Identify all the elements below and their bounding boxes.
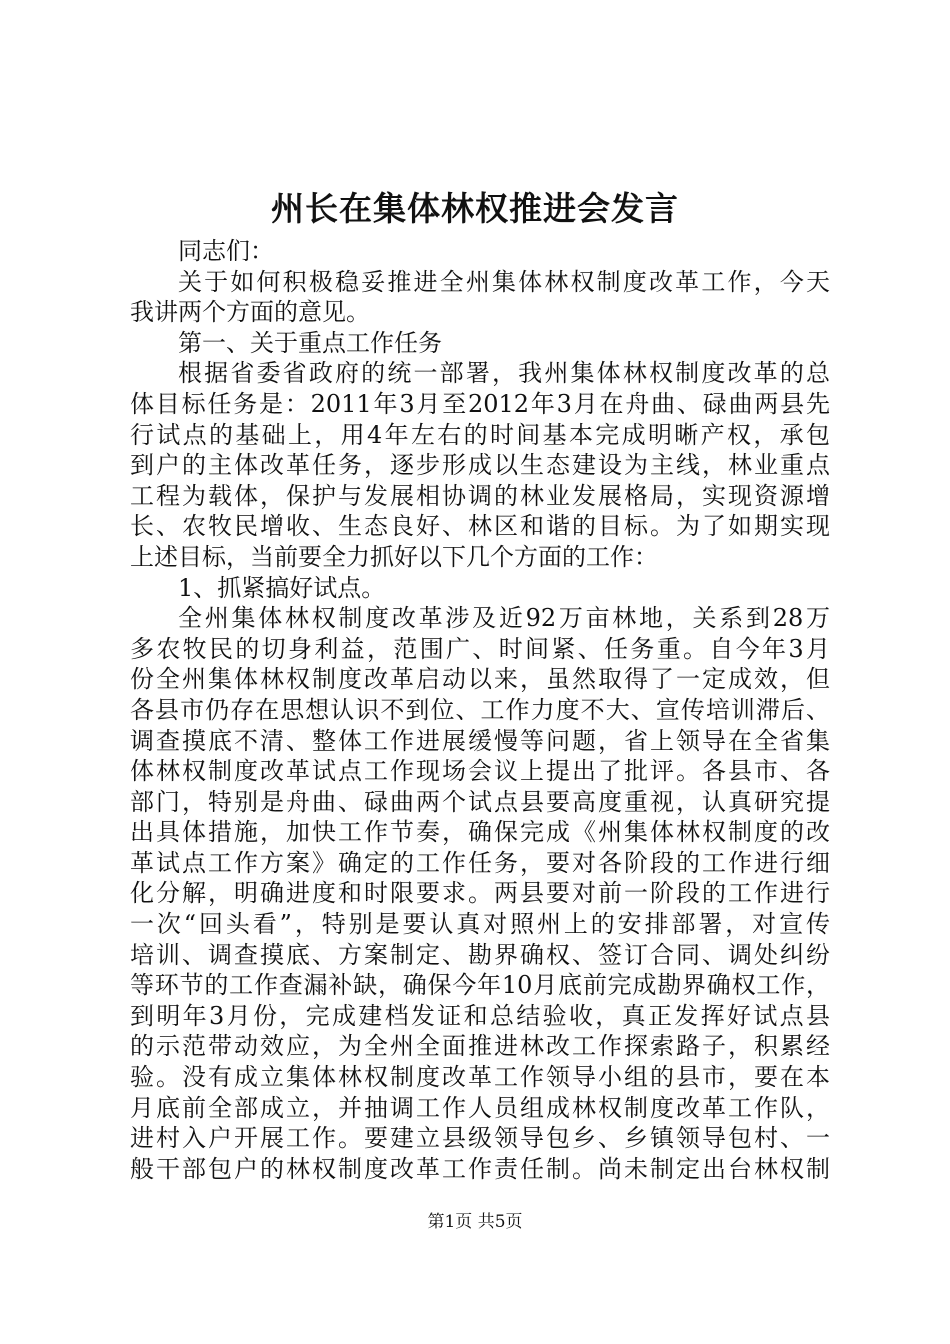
body-text-line: 1、抓紧搞好试点。 (178, 573, 386, 602)
body-text-line: 出具体措施，加快工作节奏，确保完成《州集体林权制度的改 (130, 818, 830, 847)
document-body (130, 236, 830, 1184)
body-text-line: 全州集体林权制度改革涉及近92万亩林地，关系到28万 (178, 604, 830, 633)
body-text-line: 体目标任务是：2011年3月至2012年3月在舟曲、碌曲两县先 (130, 389, 830, 418)
body-text-line: 上述目标，当前要全力抓好以下几个方面的工作： (130, 542, 658, 571)
body-text-line: 同志们： (178, 237, 274, 265)
body-text-line: 一次“回头看”，特别是要认真对照州上的安排部署，对宣传 (130, 910, 830, 939)
body-text-line: 长、农牧民增收、生态良好、林区和谐的目标。为了如期实现 (130, 512, 830, 541)
document-title: 州长在集体林权推进会发言 (271, 189, 679, 228)
body-text-line: 调查摸底不清、整体工作进展缓慢等问题，省上领导在全省集 (130, 726, 830, 755)
body-text-line: 体林权制度改革试点工作现场会议上提出了批评。各县市、各 (130, 757, 830, 786)
body-text-line: 到明年3月份，完成建档发证和总结验收，真正发挥好试点县 (130, 1001, 830, 1030)
body-text-line: 第一、关于重点工作任务 (178, 328, 442, 357)
body-text-line: 关于如何积极稳妥推进全州集体林权制度改革工作，今天 (178, 267, 830, 296)
body-text-line: 行试点的基础上，用4年左右的时间基本完成明晰产权，承包 (130, 420, 830, 449)
body-text-line: 的示范带动效应，为全州全面推进林改工作探索路子，积累经 (130, 1032, 830, 1061)
body-text-line: 化分解，明确进度和时限要求。两县要对前一阶段的工作进行 (130, 879, 830, 908)
body-text-line: 等环节的工作查漏补缺，确保今年10月底前完成勘界确权工作， (130, 971, 830, 1000)
body-text-line: 般干部包户的林权制度改革工作责任制。尚未制定出台林权制 (130, 1154, 830, 1183)
body-text-line: 月底前全部成立，并抽调工作人员组成林权制度改革工作队， (130, 1093, 830, 1122)
body-text-line: 部门，特别是舟曲、碌曲两个试点县要高度重视，认真研究提 (130, 787, 830, 816)
body-text-line: 验。没有成立集体林权制度改革工作领导小组的县市，要在本 (130, 1063, 830, 1092)
body-text-line: 工程为载体，保护与发展相协调的林业发展格局，实现资源增 (130, 481, 830, 510)
body-text-line: 进村入户开展工作。要建立县级领导包乡、乡镇领导包村、一 (130, 1124, 830, 1153)
body-text-line: 到户的主体改革任务，逐步形成以生态建设为主线，林业重点 (130, 451, 830, 480)
body-text-line: 份全州集体林权制度改革启动以来，虽然取得了一定成效，但 (130, 665, 830, 694)
body-text-line: 根据省委省政府的统一部署，我州集体林权制度改革的总 (178, 359, 830, 388)
body-text-line: 我讲两个方面的意见。 (130, 298, 370, 327)
body-text-line: 培训、调查摸底、方案制定、勘界确权、签订合同、调处纠纷 (130, 940, 830, 969)
body-text-line: 多农牧民的切身利益，范围广、时间紧、任务重。自今年3月 (130, 634, 830, 663)
body-text-line: 革试点工作方案》确定的工作任务，要对各阶段的工作进行细 (130, 848, 830, 877)
body-text-line: 各县市仍存在思想认识不到位、工作力度不大、宣传培训滞后、 (130, 695, 830, 724)
page-number-footer: 第1页 共5页 (427, 1212, 523, 1232)
